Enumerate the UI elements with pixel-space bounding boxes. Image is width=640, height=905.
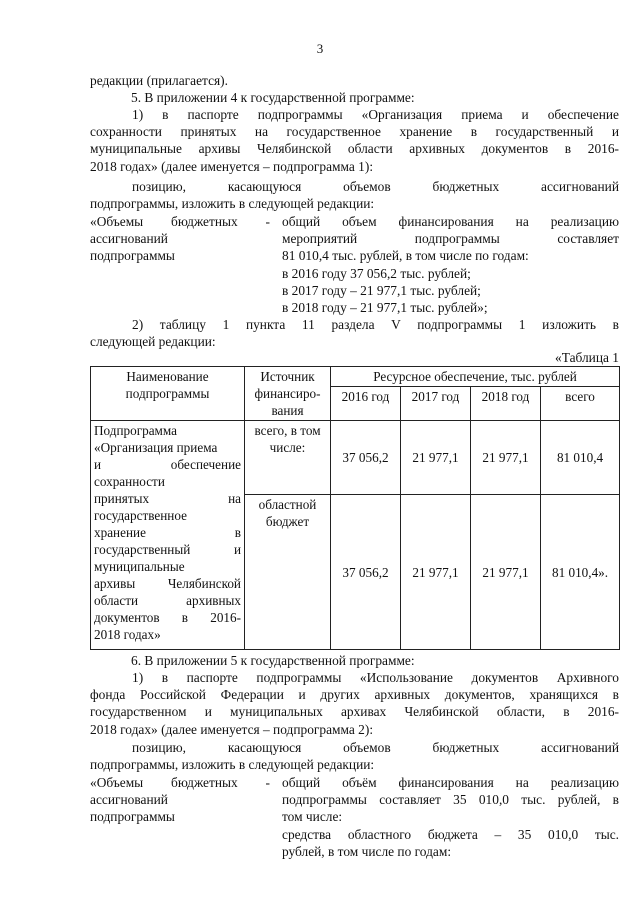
text-line: мероприятий подпрограммы составляет <box>282 231 619 247</box>
name-line: Подпрограмма <box>94 423 178 438</box>
value-cell: 21 977,1 <box>401 421 471 495</box>
header-year-2016: 2016 год <box>331 387 401 421</box>
value-cell: 21 977,1 <box>471 421 541 495</box>
text-line: ассигнований <box>90 231 168 247</box>
text-line: в 2018 году – 21 977,1 тыс. рублей»; <box>282 300 488 316</box>
passport-1-label <box>90 213 270 265</box>
text-line: сохранности принятых на государственное хранение в государственный и <box>90 124 619 140</box>
item-6-heading: 6. В приложении 5 к государственной программе: <box>131 653 415 668</box>
text-line: государственном и муниципальных архивах Челябинской области, в 2016- <box>90 704 619 720</box>
text-line: позицию, касающуюся объемов бюджетных ассигнований <box>132 740 619 755</box>
item-5-position-clause <box>90 178 619 212</box>
table-caption: «Таблица 1 <box>555 350 619 365</box>
header-funding-source: Источник финансиро-вания <box>245 367 331 421</box>
text-line: ассигнований <box>90 792 168 808</box>
text-line: общий объем финансирования на реализацию <box>282 214 619 229</box>
name-line: государственное <box>94 508 187 523</box>
text-line: в 2017 году – 21 977,1 тыс. рублей; <box>282 282 481 298</box>
header-year-2018: 2018 год <box>471 387 541 421</box>
name-line: государственный и <box>94 542 241 557</box>
text-line: в 2016 году 37 056,2 тыс. рублей; <box>282 265 471 281</box>
source-total-cell: всего, в том числе: <box>245 421 331 495</box>
value-cell: 37 056,2 <box>331 495 401 650</box>
text-line: подпрограммы <box>90 809 175 825</box>
item-5-heading: 5. В приложении 4 к государственной программе: <box>131 90 415 105</box>
name-line: архивы Челябинской <box>94 576 241 591</box>
passport-1-value <box>282 213 619 316</box>
passport-2-label <box>90 774 270 826</box>
item-5-subitem-2 <box>90 316 619 350</box>
name-line: и обеспечение <box>94 457 241 472</box>
value-cell: 81 010,4 <box>541 421 620 495</box>
page-number: 3 <box>316 41 324 56</box>
text-line: следующей редакции: <box>90 334 216 350</box>
item-6-subitem-1 <box>90 669 619 738</box>
header-year-2017: 2017 год <box>401 387 471 421</box>
name-line: области архивных <box>94 593 241 608</box>
text-line: общий объём финансирования на реализацию <box>282 775 619 790</box>
item-6-position-clause <box>90 739 619 773</box>
value-cell: 37 056,2 <box>331 421 401 495</box>
header-subprogram-name: Наименование подпрограммы <box>91 367 245 421</box>
paragraph-tail: редакции (прилагается). <box>90 73 228 88</box>
text-line: подпрограммы, изложить в следующей редакции: <box>90 757 375 773</box>
text-line: 81 010,4 тыс. рублей, в том числе по годам: <box>282 248 529 264</box>
text-line: 2) таблицу 1 пункта 11 раздела V подпрограммы 1 изложить в <box>132 317 619 332</box>
passport-2-value <box>282 774 619 860</box>
item-5-subitem-1 <box>90 106 619 175</box>
value-cell: 81 010,4». <box>541 495 620 650</box>
funding-table <box>90 366 620 650</box>
header-resources: Ресурсное обеспечение, тыс. рублей <box>331 367 620 387</box>
text-line: 1) в паспорте подпрограммы «Организация приема и обеспечение <box>132 107 619 122</box>
name-line: документов в 2016- <box>94 610 241 625</box>
name-line: муниципальные <box>94 559 185 574</box>
text-line: средства областного бюджета – 35 010,0 тыс. <box>282 826 619 842</box>
text-line: 2018 годах» (далее именуется – подпрограмма 2): <box>90 721 374 737</box>
name-line: сохранности <box>94 474 165 489</box>
text-line: «Объемы бюджетных - <box>90 214 270 229</box>
header-total: всего <box>541 387 620 421</box>
name-line: принятых на <box>94 491 241 506</box>
value-cell: 21 977,1 <box>401 495 471 650</box>
text-line: позицию, касающуюся объемов бюджетных ассигнований <box>132 179 619 194</box>
text-line: «Объемы бюджетных - <box>90 775 270 790</box>
text-line: муниципальные архивы Челябинской области архивных документов в 2016- <box>90 141 619 157</box>
text-line: фонда Российской Федерации и других архивных документов, хранящихся в <box>90 687 619 703</box>
text-line: подпрограммы, изложить в следующей редакции: <box>90 196 375 212</box>
text-line: рублей, в том числе по годам: <box>282 843 452 859</box>
source-regional-budget-cell: областной бюджет <box>245 495 331 650</box>
text-line: том числе: <box>282 809 343 825</box>
subprogram-name-cell <box>91 421 245 650</box>
text-line: 2018 годах» (далее именуется – подпрограмма 1): <box>90 158 374 174</box>
text-line: подпрограммы составляет 35 010,0 тыс. рублей, в <box>282 792 619 808</box>
name-line: 2018 годах» <box>94 627 161 642</box>
name-line: хранение в <box>94 525 241 540</box>
text-line: подпрограммы <box>90 248 175 264</box>
value-cell: 21 977,1 <box>471 495 541 650</box>
name-line: «Организация приема <box>94 440 218 455</box>
text-line: 1) в паспорте подпрограммы «Использование документов Архивного <box>132 670 619 685</box>
